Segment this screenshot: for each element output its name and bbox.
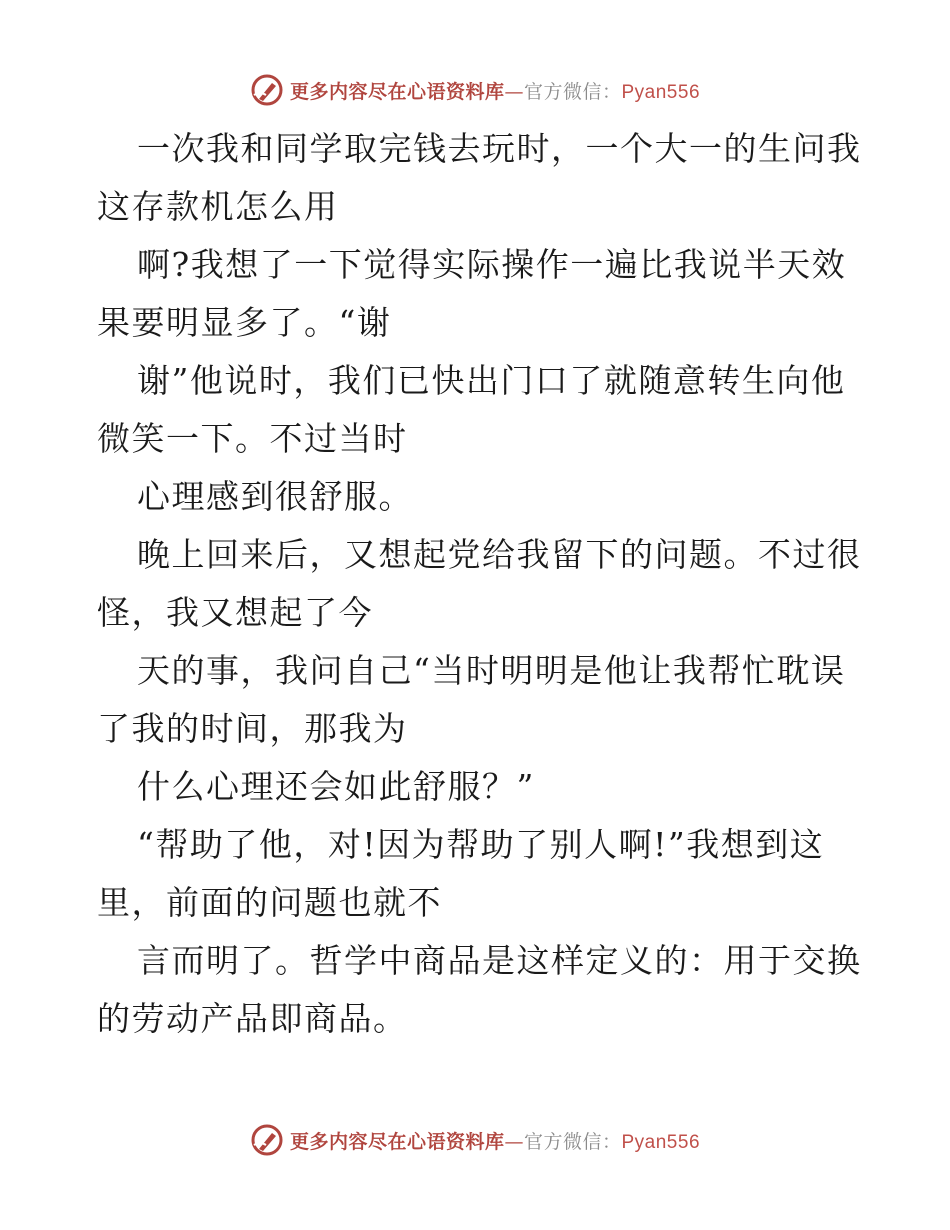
- body-line: 果要明显多了。“谢: [97, 303, 392, 342]
- body-line: 晚上回来后，又想起党给我留下的问题。不过很: [137, 535, 862, 574]
- footer-text: [290, 1127, 700, 1154]
- footer-official-text: 官方微信：: [523, 1130, 622, 1153]
- body-line: 啊?我想了一下觉得实际操作一遍比我说半天效: [137, 245, 847, 284]
- body-line: “帮助了他，对!因为帮助了别人啊!”我想到这: [137, 825, 825, 864]
- body-line: 谢”他说时，我们已快出门口了就随意转生向他: [137, 361, 846, 400]
- body-line: 的劳动产品即商品。: [97, 999, 408, 1038]
- document-body: [97, 120, 862, 1048]
- header-banner: [0, 70, 950, 110]
- pen-nib-circle-icon: [250, 1123, 284, 1157]
- body-line: 天的事，我问自己“当时明明是他让我帮忙耽误: [137, 651, 846, 690]
- footer-banner: [0, 1120, 950, 1160]
- body-line: 里，前面的问题也就不: [97, 883, 442, 922]
- body-line: 心理感到很舒服。: [137, 477, 413, 516]
- footer-dash: —: [504, 1130, 524, 1153]
- footer-brand-text: 更多内容尽在心语资料库: [289, 1130, 505, 1153]
- body-line: 了我的时间，那我为: [97, 709, 408, 748]
- footer-wechat-id: Pyan556: [621, 1131, 701, 1153]
- body-line: 言而明了。哲学中商品是这样定义的：用于交换: [137, 941, 862, 980]
- header-wechat-id: Pyan556: [621, 81, 701, 103]
- header-official-text: 官方微信：: [523, 80, 622, 103]
- body-line: 怪，我又想起了今: [97, 593, 373, 632]
- header-text: [290, 77, 700, 104]
- body-line: 微笑一下。不过当时: [97, 419, 408, 458]
- header-dash: —: [504, 80, 524, 103]
- body-line: 一次我和同学取完钱去玩时，一个大一的生问我: [137, 129, 862, 168]
- pen-nib-circle-icon: [250, 73, 284, 107]
- body-line: 这存款机怎么用: [97, 187, 339, 226]
- header-brand-text: 更多内容尽在心语资料库: [289, 80, 505, 103]
- body-line: 什么心理还会如此舒服？”: [137, 767, 535, 806]
